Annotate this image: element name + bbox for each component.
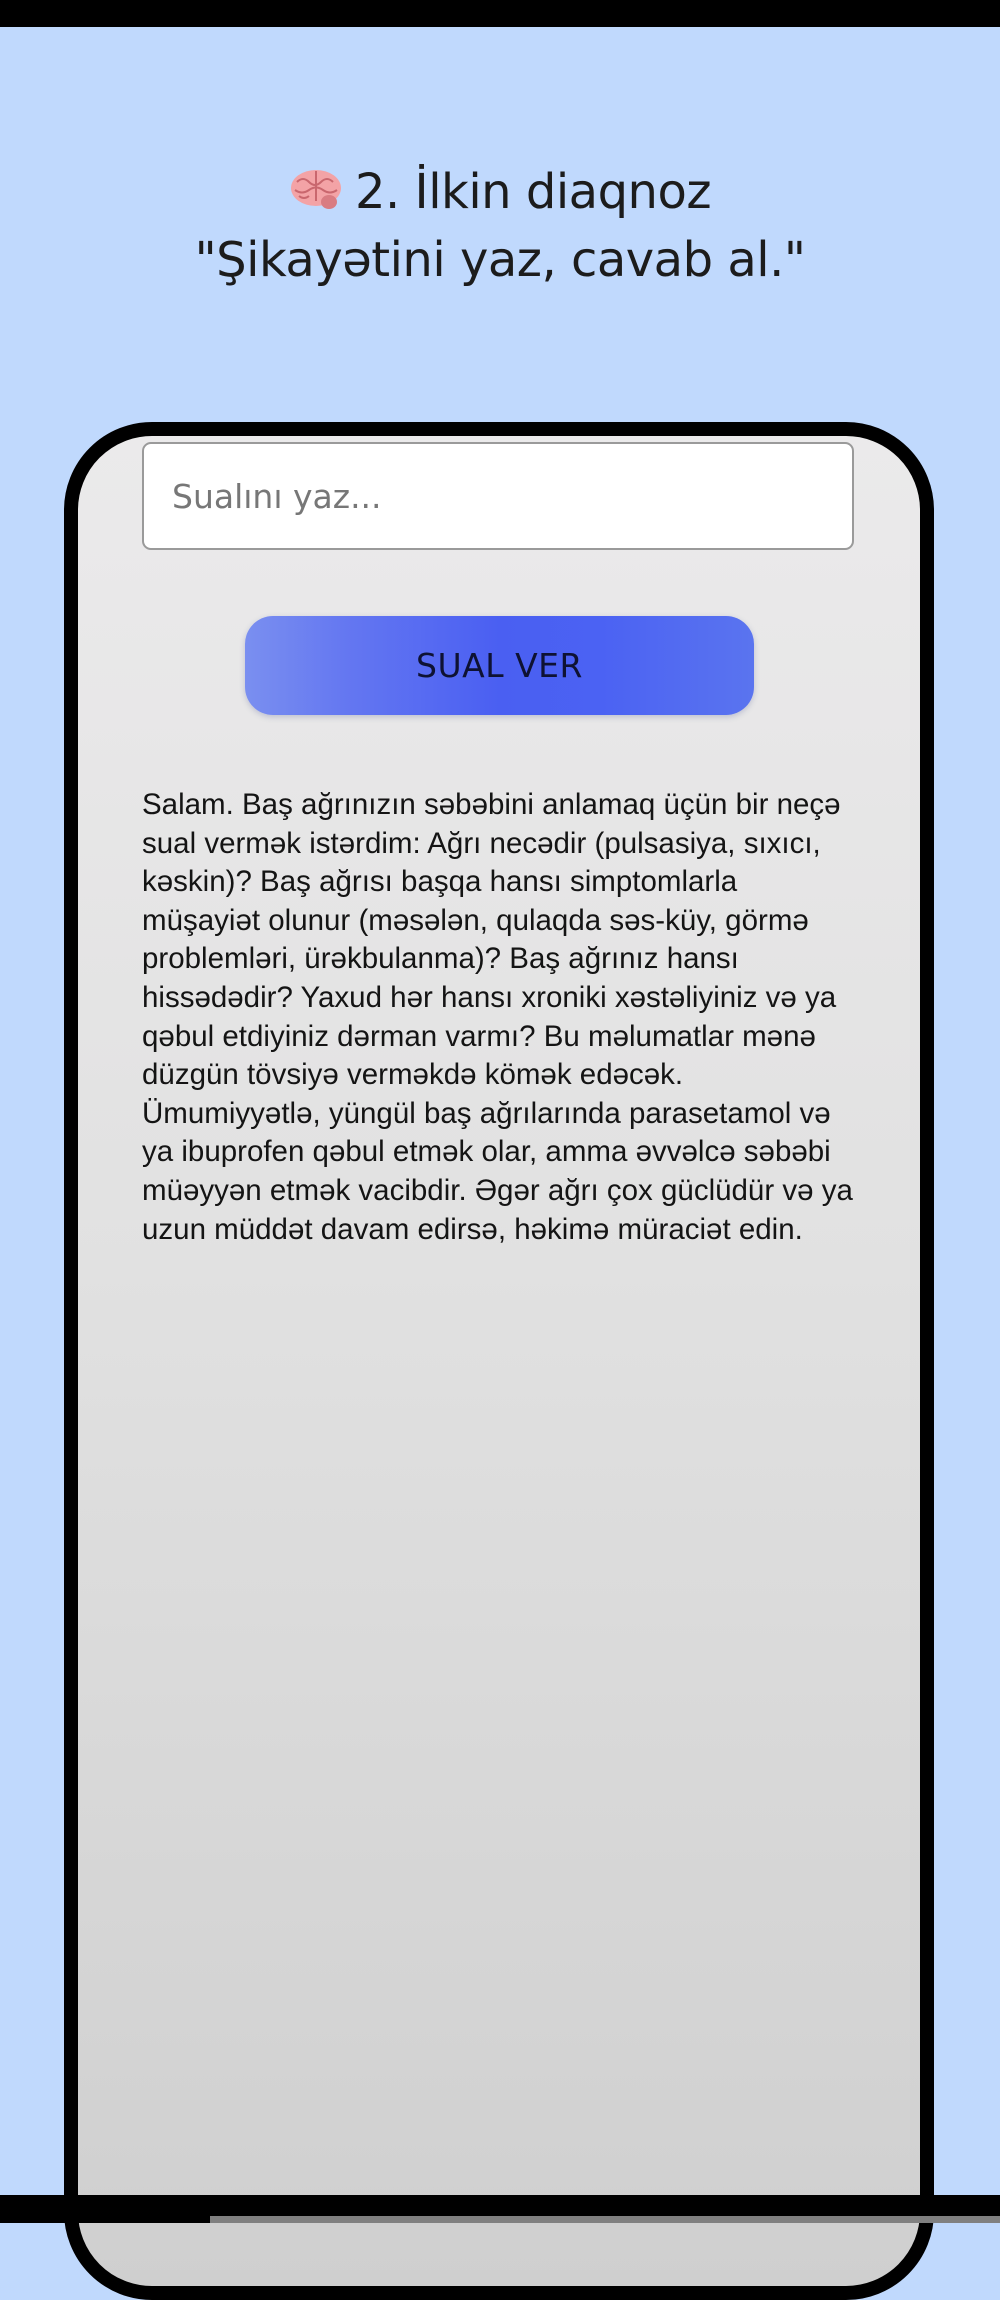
page-header — [0, 158, 1000, 294]
question-input[interactable] — [142, 442, 854, 550]
response-text: Salam. Baş ağrınızın səbəbini anlamaq üçün bir neçə sual vermək istərdim: Ağrı necədir (pulsasiya, sıxıcı, kəskin)? Baş ağrısı başqa hansı simptomlarla müşayiət olunur (məsələn, qulaqda səs-küy, görmə problemləri, ürəkbulanma)? Baş ağrınız hansı hissədədir? Yaxud hər hansı xroniki xəstəliyiniz və ya qəbul etdiyiniz dərman varmı? Bu məlumatlar mənə düzgün tövsiyə verməkdə kömək edəcək. Ümumiyyətlə, yüngül baş ağrılarında parasetamol və ya ibuprofen qəbul etmək olar, amma əvvəlcə səbəbi müəyyən etmək vacibdir. Əgər ağrı çox güclüdür və ya uzun müddət davam edirsə, həkimə müraciət edin. — [142, 788, 853, 1246]
page-title: 2. İlkin diaqnoz — [354, 164, 712, 220]
status-bar — [0, 0, 1000, 27]
brain-icon — [289, 162, 343, 206]
page-title-line — [0, 158, 1000, 226]
page-subtitle: "Şikayətini yaz, cavab al." — [194, 232, 806, 288]
ask-question-button[interactable]: SUAL VER — [245, 616, 754, 715]
home-indicator[interactable] — [210, 2216, 1000, 2223]
phone-frame — [64, 422, 934, 2300]
